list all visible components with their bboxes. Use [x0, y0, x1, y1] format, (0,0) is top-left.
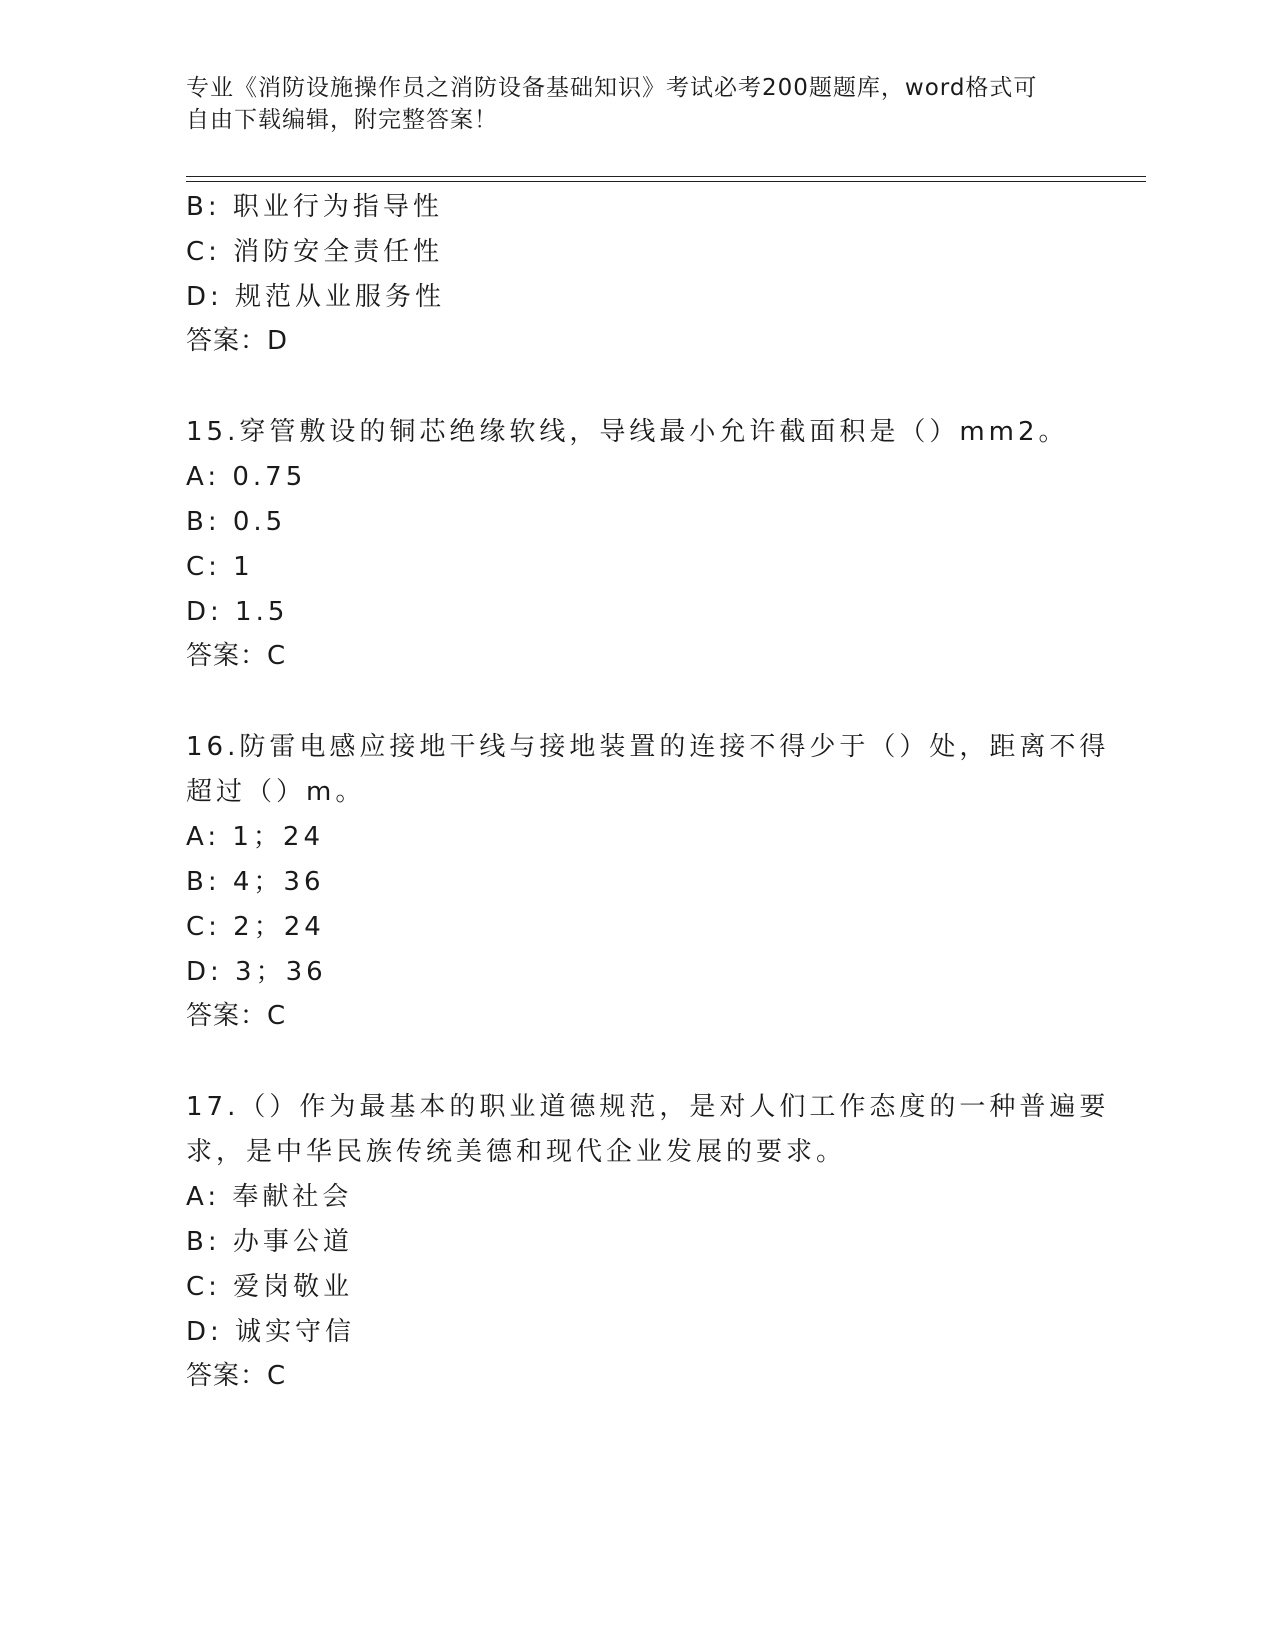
document-header — [186, 72, 1086, 136]
q15-option-a: A: 0.75 — [186, 462, 307, 492]
q16-stem-line-1: 16.防雷电感应接地干线与接地装置的连接不得少于（）处，距离不得 — [186, 732, 1110, 762]
q15-option-c: C: 1 — [186, 552, 254, 582]
q16-option-d: D: 3；36 — [186, 957, 327, 987]
q17-option-a: A: 奉献社会 — [186, 1182, 353, 1212]
q17-option-b: B: 办事公道 — [186, 1227, 353, 1257]
q16-option-b: B: 4；36 — [186, 867, 325, 897]
q16-answer: 答案：C — [186, 1001, 287, 1031]
q16-stem-line-2: 超过（）m。 — [186, 777, 366, 807]
q17-option-d: D: 诚实守信 — [186, 1317, 356, 1347]
q15-answer: 答案：C — [186, 641, 287, 671]
q17-answer: 答案：C — [186, 1361, 287, 1391]
q17-stem-line-2: 求，是中华民族传统美德和现代企业发展的要求。 — [186, 1137, 847, 1167]
q17-stem-line-1: 17.（）作为最基本的职业道德规范，是对人们工作态度的一种普遍要 — [186, 1092, 1110, 1122]
q14-option-d: D: 规范从业服务性 — [186, 282, 446, 312]
q17-option-c: C: 爱岗敬业 — [186, 1272, 354, 1302]
q16-option-c: C: 2；24 — [186, 912, 325, 942]
q14-option-c: C: 消防安全责任性 — [186, 237, 444, 267]
q14-option-b: B: 职业行为指导性 — [186, 192, 443, 222]
q16-option-a: A: 1；24 — [186, 822, 324, 852]
header-line-2: 自由下载编辑，附完整答案！ — [186, 107, 498, 133]
q14-answer: 答案：D — [186, 326, 289, 356]
header-line-1: 专业《消防设施操作员之消防设备基础知识》考试必考200题题库，word格式可 — [186, 75, 1038, 101]
q15-stem: 15.穿管敷设的铜芯绝缘软线，导线最小允许截面积是（）mm2。 — [186, 417, 1069, 447]
q15-option-d: D: 1.5 — [186, 597, 289, 627]
header-divider-top — [186, 176, 1146, 177]
q15-option-b: B: 0.5 — [186, 507, 287, 537]
header-divider-bottom — [186, 181, 1146, 182]
